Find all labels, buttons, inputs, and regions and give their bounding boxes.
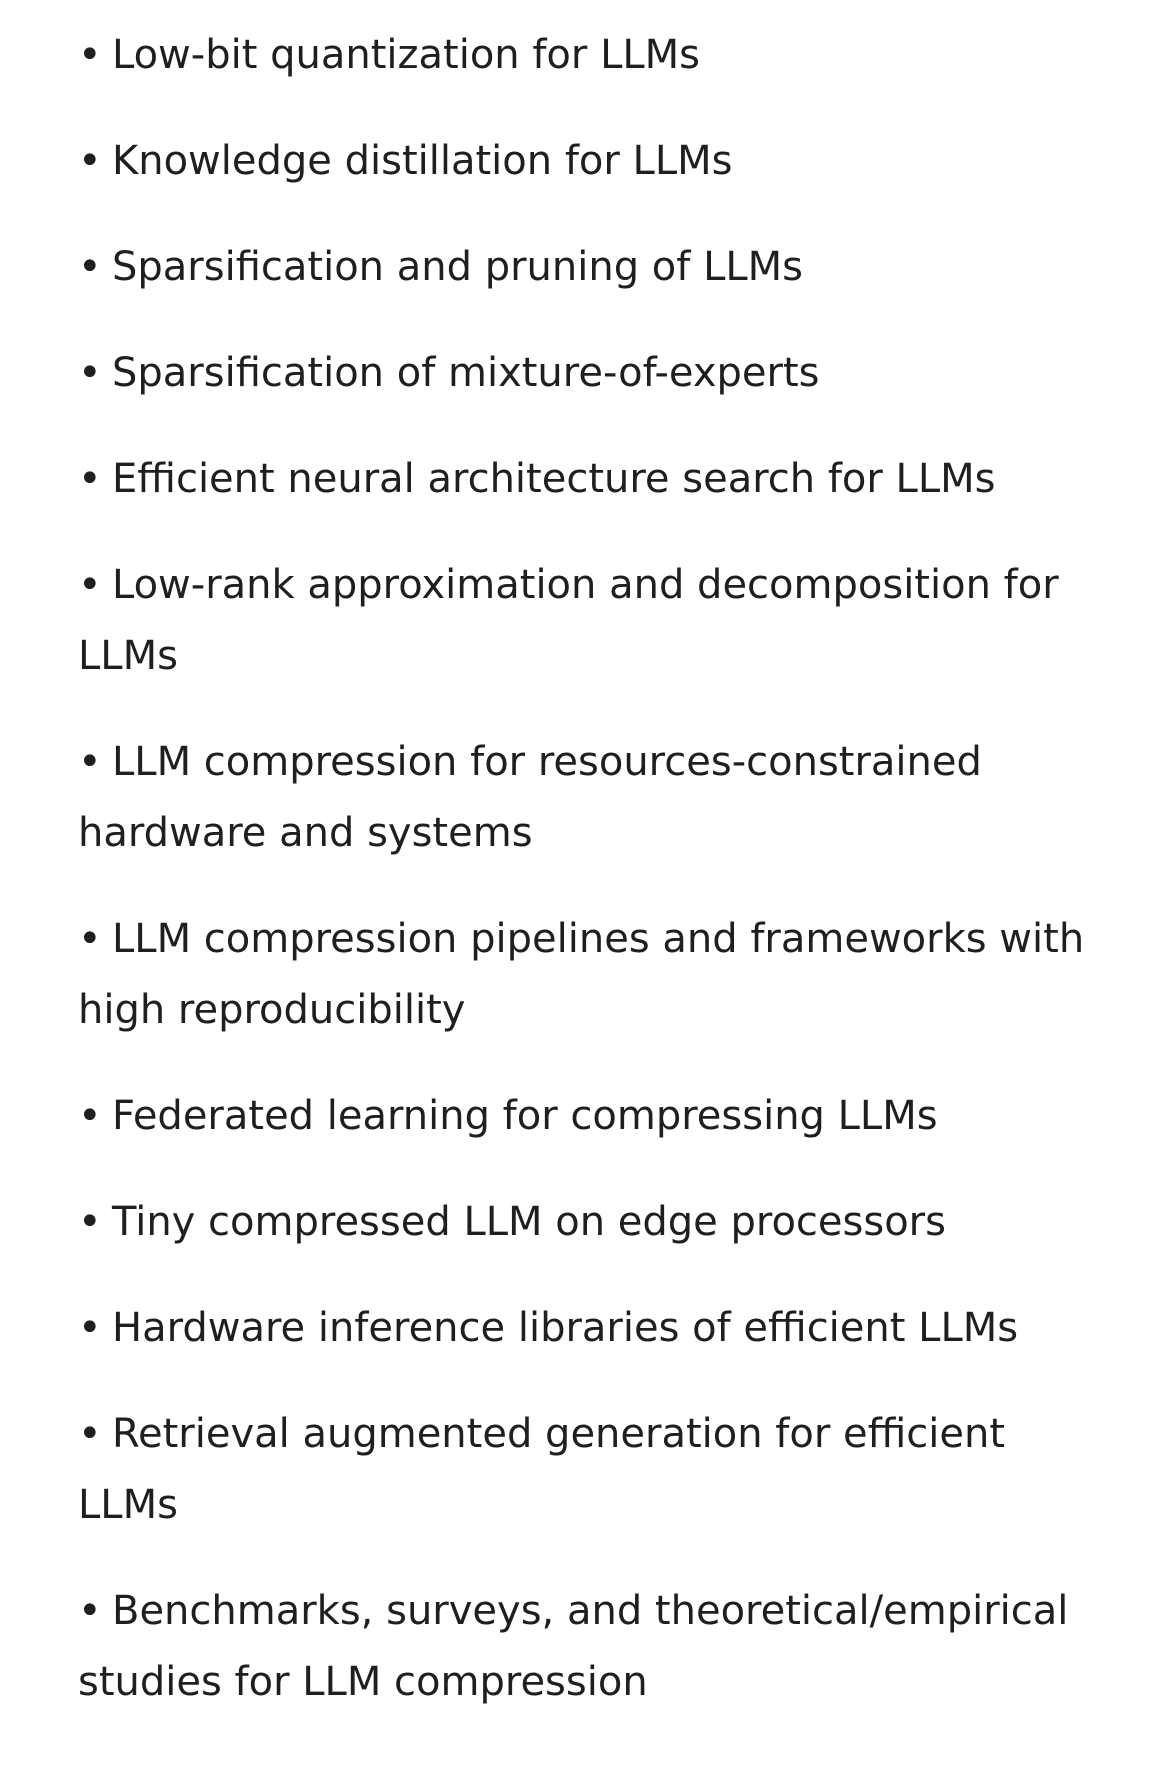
bullet: • bbox=[78, 1411, 102, 1457]
list-item bbox=[78, 1081, 1088, 1152]
list-item bbox=[78, 232, 1088, 303]
topic-text: Federated learning for compressing LLMs bbox=[112, 1093, 938, 1139]
topic-text: Retrieval augmented generation for efficient LLMs bbox=[78, 1411, 1006, 1528]
bullet: • bbox=[78, 562, 102, 608]
list-item bbox=[78, 727, 1088, 869]
list-item bbox=[78, 20, 1088, 91]
bullet: • bbox=[78, 739, 102, 785]
topic-text: Benchmarks, surveys, and theoretical/empirical studies for LLM compression bbox=[78, 1588, 1069, 1705]
topic-text: LLM compression pipelines and frameworks with high reproducibility bbox=[78, 916, 1085, 1033]
topic-text: Knowledge distillation for LLMs bbox=[112, 138, 733, 184]
list-item bbox=[78, 1576, 1088, 1718]
bullet: • bbox=[78, 456, 102, 502]
list-item bbox=[78, 1187, 1088, 1258]
bullet: • bbox=[78, 350, 102, 396]
bullet: • bbox=[78, 1199, 102, 1245]
topic-text: Low-rank approximation and decomposition for LLMs bbox=[78, 562, 1059, 679]
bullet: • bbox=[78, 916, 102, 962]
list-item bbox=[78, 550, 1088, 692]
topic-text: Efficient neural architecture search for LLMs bbox=[112, 456, 996, 502]
topic-text: Hardware inference libraries of efficient LLMs bbox=[112, 1305, 1019, 1351]
topic-list bbox=[78, 20, 1088, 1753]
topic-text: Low-bit quantization for LLMs bbox=[112, 32, 700, 78]
topic-text: LLM compression for resources-constrained hardware and systems bbox=[78, 739, 982, 856]
topic-text: Tiny compressed LLM on edge processors bbox=[112, 1199, 946, 1245]
bullet: • bbox=[78, 1305, 102, 1351]
list-item bbox=[78, 1399, 1088, 1541]
list-item bbox=[78, 126, 1088, 197]
list-item bbox=[78, 444, 1088, 515]
list-item bbox=[78, 904, 1088, 1046]
list-item bbox=[78, 1293, 1088, 1364]
list-item bbox=[78, 338, 1088, 409]
topic-text: Sparsification and pruning of LLMs bbox=[112, 244, 803, 290]
bullet: • bbox=[78, 1093, 102, 1139]
bullet: • bbox=[78, 244, 102, 290]
bullet: • bbox=[78, 1588, 102, 1634]
bullet: • bbox=[78, 32, 102, 78]
bullet: • bbox=[78, 138, 102, 184]
topic-text: Sparsification of mixture-of-experts bbox=[112, 350, 820, 396]
